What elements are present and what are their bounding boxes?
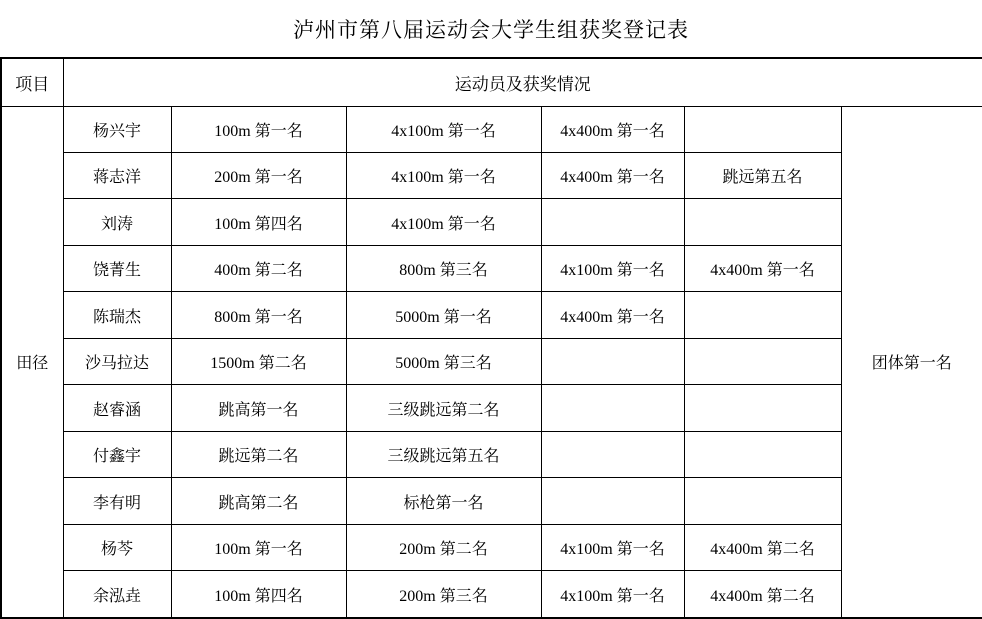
award-cell-3: 4x100m 第一名 [541,524,684,570]
athlete-name-cell: 沙马拉达 [63,338,171,384]
athlete-name-cell: 杨兴宇 [63,106,171,152]
table-row [1,431,982,477]
athlete-name-cell: 杨芩 [63,524,171,570]
category-cell: 田径 [1,106,63,618]
table-row [1,106,982,152]
award-cell-1: 100m 第一名 [171,524,346,570]
athlete-name-cell: 饶菁生 [63,245,171,291]
athlete-name-cell: 李有明 [63,478,171,524]
table-row [1,571,982,618]
award-cell-2: 800m 第三名 [346,245,541,291]
page-title: 泸州市第八届运动会大学生组获奖登记表 [293,17,689,42]
team-award-cell: 团体第一名 [841,106,982,618]
award-cell-2: 4x100m 第一名 [346,152,541,198]
award-cell-2: 200m 第三名 [346,571,541,618]
award-cell-1: 200m 第一名 [171,152,346,198]
award-table [0,57,982,619]
award-cell-1: 跳远第二名 [171,431,346,477]
project-header-cell: 项目 [1,58,63,106]
table-row [1,338,982,384]
award-cell-2: 三级跳远第二名 [346,385,541,431]
award-cell-4 [684,385,841,431]
award-cell-2: 标枪第一名 [346,478,541,524]
award-cell-1: 100m 第一名 [171,106,346,152]
award-cell-3 [541,478,684,524]
athlete-name-cell: 刘涛 [63,199,171,245]
award-cell-4: 4x400m 第二名 [684,524,841,570]
table-row [1,524,982,570]
award-cell-4 [684,292,841,338]
table-row [1,478,982,524]
award-cell-4 [684,478,841,524]
athlete-name-cell: 陈瑞杰 [63,292,171,338]
award-cell-3: 4x400m 第一名 [541,292,684,338]
award-cell-3 [541,338,684,384]
award-cell-4 [684,199,841,245]
award-cell-4: 跳远第五名 [684,152,841,198]
athletes-header-cell: 运动员及获奖情况 [63,58,982,106]
award-cell-2: 4x100m 第一名 [346,199,541,245]
table-row [1,199,982,245]
award-cell-3 [541,385,684,431]
award-cell-4: 4x400m 第二名 [684,571,841,618]
athlete-name-cell: 蒋志洋 [63,152,171,198]
award-cell-3: 4x400m 第一名 [541,106,684,152]
award-cell-3: 4x400m 第一名 [541,152,684,198]
award-cell-1: 100m 第四名 [171,199,346,245]
award-cell-3 [541,199,684,245]
award-cell-2: 5000m 第一名 [346,292,541,338]
award-cell-3 [541,431,684,477]
athlete-name-cell: 付鑫宇 [63,431,171,477]
award-cell-2: 200m 第二名 [346,524,541,570]
award-cell-4 [684,106,841,152]
table-row [1,292,982,338]
table-row [1,245,982,291]
table-body [1,58,982,618]
award-cell-3: 4x100m 第一名 [541,245,684,291]
table-row [1,385,982,431]
award-cell-1: 400m 第二名 [171,245,346,291]
award-cell-4 [684,431,841,477]
award-cell-1: 1500m 第二名 [171,338,346,384]
athlete-name-cell: 赵睿涵 [63,385,171,431]
table-row [1,152,982,198]
athlete-name-cell: 余泓垚 [63,571,171,618]
award-cell-1: 跳高第二名 [171,478,346,524]
award-cell-1: 跳高第一名 [171,385,346,431]
award-cell-1: 100m 第四名 [171,571,346,618]
award-cell-4: 4x400m 第一名 [684,245,841,291]
award-cell-2: 4x100m 第一名 [346,106,541,152]
award-cell-4 [684,338,841,384]
header-row [1,58,982,106]
award-cell-1: 800m 第一名 [171,292,346,338]
award-cell-2: 三级跳远第五名 [346,431,541,477]
award-cell-2: 5000m 第三名 [346,338,541,384]
award-cell-3: 4x100m 第一名 [541,571,684,618]
